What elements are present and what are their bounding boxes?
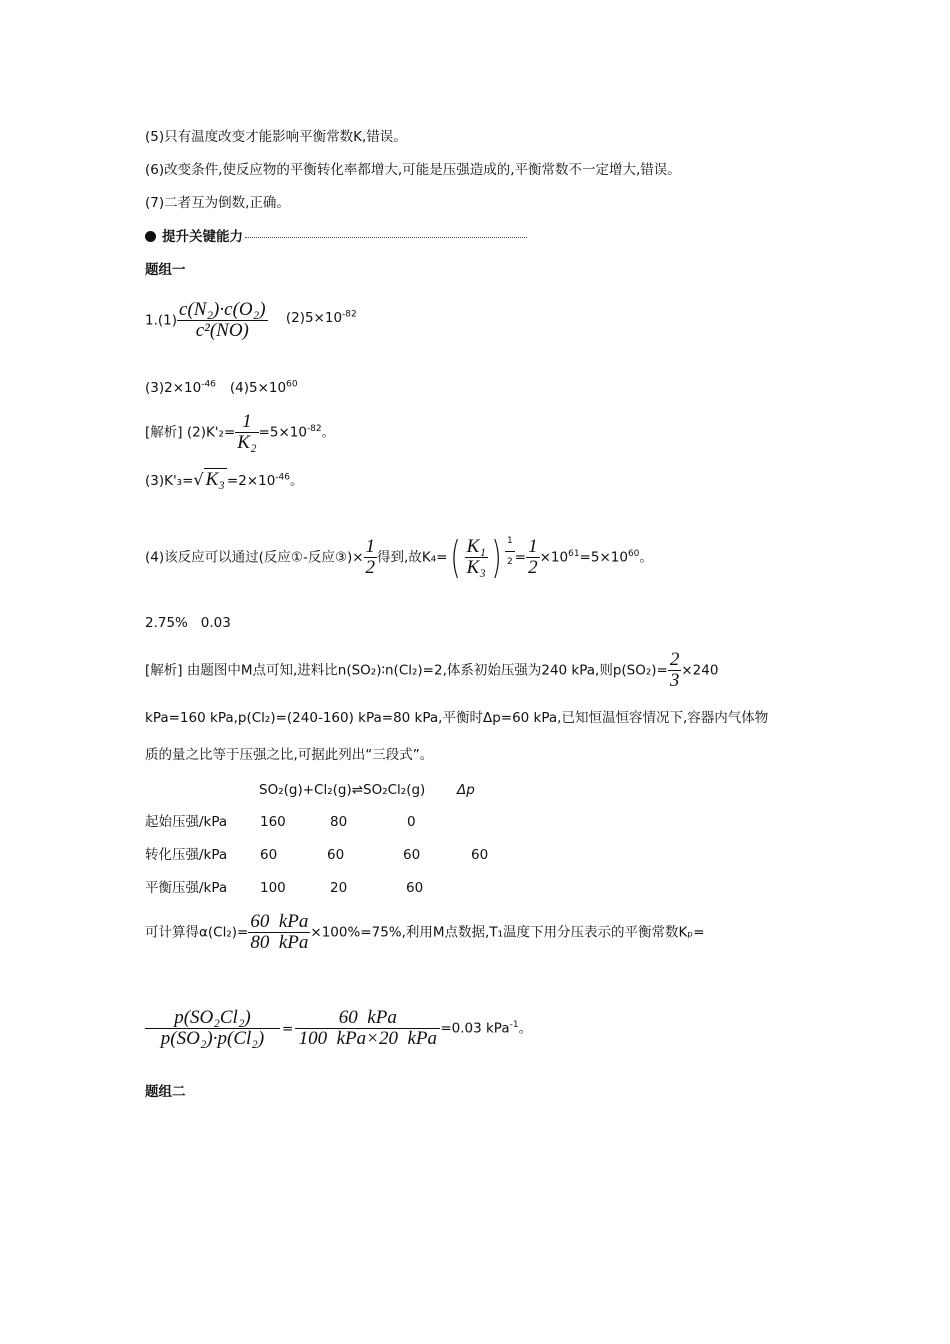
k-numerator: c(N₂)·c(O₂) (179, 299, 266, 320)
conversion-calc: 可计算得α(Cl₂)= $\frac{\text{60 kPa}}{\text{80 kPa}}$ ×100%=75%,利用M点数据,T₁温度下用分压表示的平衡常数Kₚ= (145, 911, 705, 953)
analysis-label: [解析] (145, 424, 183, 441)
right-paren: ) (491, 531, 502, 583)
q1-part2: $(2)5\times 10^{-82}$ (285, 309, 357, 326)
cell-initial-so2cl2: 0 (407, 814, 416, 830)
half-fraction-2: $\frac{1}{2}$ (528, 536, 538, 578)
bullet-icon (145, 231, 156, 242)
answer-6: (6)改变条件,使反应物的平衡转化率都增大,可能是压强造成的,平衡常数不一定增大,错误。 (145, 162, 681, 178)
q2-analysis-2: kPa=160 kPa,p(Cl₂)=(240-160) kPa=80 kPa,平衡时Δp=60 kPa,已知恒温恒容情况下,容器内气体物 (145, 710, 769, 726)
cell-eq-so2cl2: 60 (406, 880, 424, 896)
exp-fraction: $\frac{1}{2}$ (505, 531, 515, 572)
kp-fraction: $\frac{\text{p(SO₂Cl₂)}}{\text{p(SO₂)·p(Cl₂)}}$ (145, 1008, 280, 1049)
row-label-equilibrium: 平衡压强/kPa (145, 880, 228, 896)
cell-change-so2: 60 (260, 847, 278, 863)
section-heading (145, 227, 527, 247)
root-icon: √ (193, 470, 204, 489)
two-thirds-fraction: $\frac{2}{3}$ (669, 649, 680, 691)
q2-analysis-3: 质的量之比等于压强之比,可据此列出“三段式”。 (145, 747, 434, 763)
cell-change-deltap: 60 (471, 847, 489, 863)
q1-analysis-2: [解析] (2)K'₂= $\frac{1}{\text{K₂}}$ $=5\times 10^{-82}$。 (145, 411, 336, 453)
row-label-change: 转化压强/kPa (145, 847, 228, 863)
k-denominator: c²(NO) (177, 320, 268, 341)
q1-prefix: 1.(1) (145, 312, 178, 329)
cell-initial-cl2: 80 (330, 814, 348, 830)
k1-k3-fraction: $\frac{\text{K₁}}{\text{K₃}}$ (466, 536, 486, 578)
k-expression-fraction (177, 300, 268, 341)
answer-5: (5)只有温度改变才能影响平衡常数K,错误。 (145, 129, 407, 145)
dotted-rule (245, 237, 527, 238)
group2-title: 题组二 (145, 1084, 186, 1100)
cell-eq-so2: 100 (260, 880, 286, 896)
cell-initial-so2: 160 (260, 814, 286, 830)
group1-title: 题组一 (145, 262, 186, 278)
section-title: 提升关键能力 (162, 229, 243, 245)
q1-part3-4: $(3)2\times 10^{-46}$ $(4)5\times 10^{60}$ (145, 379, 298, 396)
cell-eq-cl2: 20 (330, 880, 348, 896)
row-label-initial: 起始压强/kPa (145, 814, 228, 830)
q2-analysis-1: [解析] 由题图中M点可知,进料比n(SO₂)∶n(Cl₂)=2,体系初始压强为240 kPa,则p(SO₂)= $\frac{2}{3}$ ×240 (145, 649, 719, 691)
kp-calc: $\frac{\text{p(SO₂Cl₂)}}{\text{p(SO₂)·p(Cl₂)}}$ = $\frac{\text{60 kPa}}{\text{100 kPa×20 kPa}}$ =0.03 kPa$^{-1}$。 (145, 1008, 532, 1049)
a2-fraction: $\frac{1}{\text{K₂}}$ (237, 411, 257, 453)
q2-answer: 2.75% 0.03 (145, 615, 231, 631)
q1-analysis-3: (3)K'₃=√ $K_3 =2\times 10^{-46}$。 (145, 469, 304, 490)
delta-p-label: Δp (457, 782, 475, 798)
left-paren: ( (450, 531, 462, 583)
kp-value-fraction: $\frac{\text{60 kPa}}{\text{100 kPa×20 kPa}}$ (295, 1008, 440, 1049)
half-fraction: $\frac{1}{2}$ (365, 536, 376, 578)
q1-analysis-4: (4)该反应可以通过(反应①-反应③)× $\frac{1}{2}$ 得到,故K₄=( $\frac{\text{K₁}}{\text{K₃}}$ ) $\frac{1}{2}$ = $\frac{1}{2}$ $\times 10^{61}=5\times 10^{60}$。 (145, 531, 653, 583)
cell-change-so2cl2: 60 (403, 847, 421, 863)
conversion-fraction: $\frac{\text{60 kPa}}{\text{80 kPa}}$ (250, 911, 309, 953)
reaction-equation: SO₂(g)+Cl₂(g)⇌SO₂Cl₂(g) (259, 782, 426, 798)
cell-change-cl2: 60 (327, 847, 345, 863)
answer-7: (7)二者互为倒数,正确。 (145, 195, 290, 211)
q1-answer-line (145, 300, 357, 341)
